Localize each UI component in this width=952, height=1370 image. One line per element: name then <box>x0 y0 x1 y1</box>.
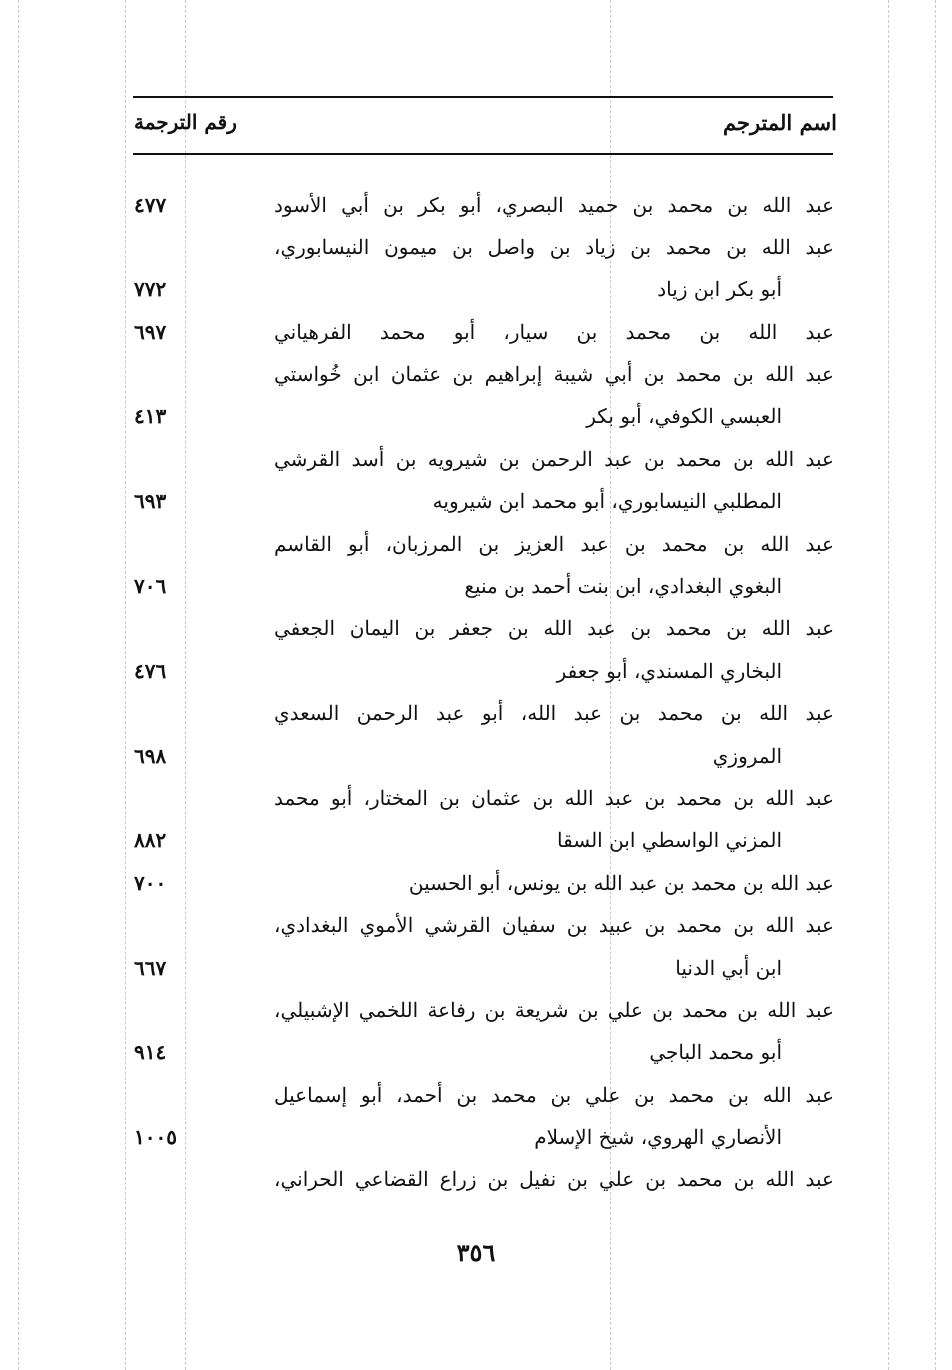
biography-number: ٧٠٠ <box>134 871 167 895</box>
entry-line: عبد الله بن محمد بن علي بن شريعة بن رفاعة اللخمي الإشبيلي، <box>274 998 834 1022</box>
entry-line: الأنصاري الهروي، شيخ الإسلام <box>534 1125 782 1149</box>
entry-line: عبد الله بن محمد بن عبد الله بن يونس، أبو الحسين <box>408 871 834 895</box>
entry-line: البغوي البغدادي، ابن بنت أحمد بن منيع <box>464 574 782 598</box>
biography-number: ٦٩٨ <box>134 744 167 768</box>
entry-line: المروزي <box>712 744 782 768</box>
biography-number: ٩١٤ <box>134 1040 167 1064</box>
entry-line: البخاري المسندي، أبو جعفر <box>556 659 782 683</box>
header-top-rule <box>133 96 833 98</box>
entry-line: أبو محمد الباجي <box>649 1040 782 1064</box>
entry-line: عبد الله بن محمد بن عبد الله بن عثمان بن المختار، أبو محمد <box>274 786 834 810</box>
biography-number: ١٠٠٥ <box>134 1125 177 1149</box>
header-bottom-rule <box>133 153 833 155</box>
entry-line: عبد الله بن محمد بن زياد بن واصل بن ميمون النيسابوري، <box>274 235 834 259</box>
entry-line: عبد الله بن محمد بن عبد الله، أبو عبد الرحمن السعدي <box>274 701 834 725</box>
entry-line: ابن أبي الدنيا <box>675 956 782 980</box>
biography-number: ٤٧٦ <box>134 659 167 683</box>
biography-number: ٤٧٧ <box>134 193 167 217</box>
biography-number: ٦٩٧ <box>134 320 167 344</box>
translated-name-heading: اسم المترجم <box>723 110 837 135</box>
entry-line: أبو بكر ابن زياد <box>657 277 782 301</box>
entry-line: عبد الله بن محمد بن عبيد بن سفيان القرشي الأموي البغدادي، <box>274 913 834 937</box>
biography-number: ٦٩٣ <box>134 489 167 513</box>
biography-number: ٤١٣ <box>134 404 167 428</box>
entry-line: عبد الله بن محمد بن أبي شيبة إبراهيم بن عثمان ابن خُواستي <box>274 362 834 386</box>
entry-line: عبد الله بن محمد بن عبد العزيز بن المرزبان، أبو القاسم <box>274 532 834 556</box>
entry-line: العبسي الكوفي، أبو بكر <box>586 404 782 428</box>
biography-number: ٨٨٢ <box>134 828 167 852</box>
biography-number: ٧٧٢ <box>134 277 167 301</box>
entry-line: عبد الله بن محمد بن حميد البصري، أبو بكر بن أبي الأسود <box>274 193 834 217</box>
entry-line: عبد الله بن محمد بن عبد الرحمن بن شيرويه بن أسد القرشي <box>274 447 834 471</box>
entry-line: المطلبي النيسابوري، أبو محمد ابن شيرويه <box>432 489 782 513</box>
biography-number: ٧٠٦ <box>134 574 167 598</box>
entry-line: المزني الواسطي ابن السقا <box>557 828 782 852</box>
biography-number-heading: رقم الترجمة <box>134 110 237 134</box>
page-number: ٣٥٦ <box>456 1238 496 1267</box>
entry-line: عبد الله بن محمد بن علي بن محمد بن أحمد، أبو إسماعيل <box>274 1083 834 1107</box>
biography-number: ٦٦٧ <box>134 956 167 980</box>
entry-line: عبد الله بن محمد بن عبد الله بن جعفر بن اليمان الجعفي <box>274 616 834 640</box>
entry-line: عبد الله بن محمد بن سيار، أبو محمد الفرهياني <box>274 320 834 344</box>
entry-line: عبد الله بن محمد بن علي بن نفيل بن زراع القضاعي الحراني، <box>274 1167 834 1191</box>
